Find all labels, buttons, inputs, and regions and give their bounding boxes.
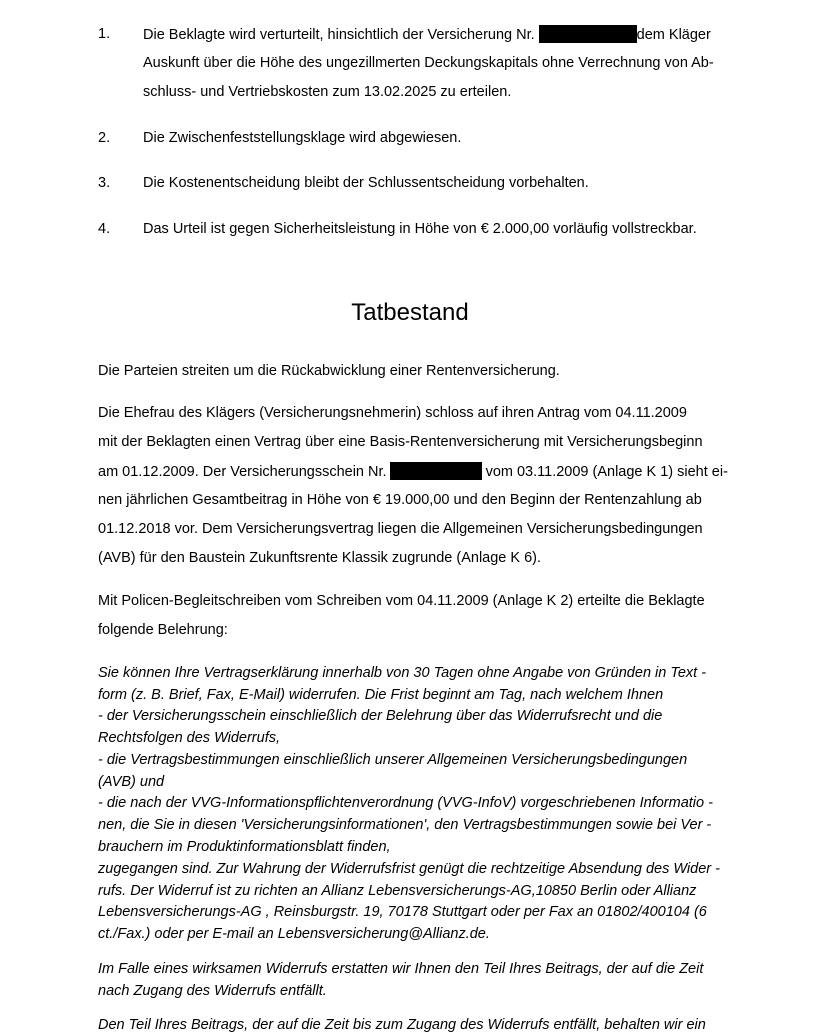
quote-line: Rechtsfolgen des Widerrufs, [98, 730, 281, 746]
quote-line: Den Teil Ihres Beitrags, der auf die Zeit bis zum Zugang des Widerrufs entfällt, behalten wir ein [98, 1017, 706, 1033]
paragraph-line: Die Parteien streiten um die Rückabwicklung einer Rentenversicherung. [98, 363, 560, 379]
paragraph-line: nen jährlichen Gesamtbeitrag in Höhe von € 19.000,00 und den Beginn der Rentenzahlung ab [98, 492, 702, 508]
redaction-bar [390, 462, 482, 480]
quote-line: ct./Fax.) oder per E-mail an Lebensversicherung@Allianz.de. [98, 926, 490, 942]
paragraph-line: 01.12.2018 vor. Dem Versicherungsvertrag liegen die Allgemeinen Versicherungsbedingungen [98, 521, 703, 537]
quote-line: nen, die Sie in diesen 'Versicherungsinformationen', den Vertragsbestimmungen sowie bei Ver - [98, 817, 712, 833]
tenor-number: 4. [98, 221, 111, 237]
tenor-line: Das Urteil ist gegen Sicherheitsleistung in Höhe von € 2.000,00 vorläufig vollstreckbar. [143, 221, 697, 237]
tenor-line: Die Zwischenfeststellungsklage wird abgewiesen. [143, 130, 462, 146]
quote-line: (AVB) und [98, 774, 165, 790]
paragraph-line: am 01.12.2009. Der Versicherungsschein Nr. vom 03.11.2009 (Anlage K 1) sieht ei- [98, 464, 728, 480]
redaction-bar [539, 25, 637, 43]
tenor-line: Auskunft über die Höhe des ungezillmerten Deckungskapitals ohne Verrechnung von Ab- [143, 55, 714, 71]
paragraph-line: Die Ehefrau des Klägers (Versicherungsnehmerin) schloss auf ihren Antrag vom 04.11.2009 [98, 405, 687, 421]
quote-line: nach Zugang des Widerrufs entfällt. [98, 983, 327, 999]
tenor-line: Die Beklagte wird verturteilt, hinsichtlich der Versicherung Nr. dem Kläger [143, 27, 711, 43]
paragraph-line: (AVB) für den Baustein Zukunftsrente Klassik zugrunde (Anlage K 6). [98, 550, 542, 566]
paragraph-line: folgende Belehrung: [98, 622, 228, 638]
tenor-line: Die Kostenentscheidung bleibt der Schlussentscheidung vorbehalten. [143, 175, 589, 191]
section-heading: Tatbestand [351, 299, 469, 326]
paragraph-line: mit der Beklagten einen Vertrag über eine Basis-Rentenversicherung mit Versicherungsbeginn [98, 434, 703, 450]
quote-line: zugegangen sind. Zur Wahrung der Widerrufsfrist genügt die rechtzeitige Absendung des Wider - [98, 861, 720, 877]
tenor-number: 1. [98, 26, 111, 42]
quote-line: - der Versicherungsschein einschließlich der Belehrung über das Widerrufsrecht und die [98, 708, 663, 724]
tenor-number: 3. [98, 175, 111, 191]
tenor-number: 2. [98, 130, 111, 146]
quote-line: Lebensversicherungs-AG , Reinsburgstr. 19, 70178 Stuttgart oder per Fax an 01802/400104 (6 [98, 904, 707, 920]
quote-line: - die nach der VVG-Informationspflichtenverordnung (VVG-InfoV) vorgeschriebenen Informatio - [98, 795, 713, 811]
quote-line: brauchern im Produktinformationsblatt finden, [98, 839, 391, 855]
quote-line: - die Vertragsbestimmungen einschließlich unserer Allgemeinen Versicherungsbedingungen [98, 752, 688, 768]
quote-line: form (z. B. Brief, Fax, E-Mail) widerrufen. Die Frist beginnt am Tag, nach welchem Ihnen [98, 687, 664, 703]
quote-line: Sie können Ihre Vertragserklärung innerhalb von 30 Tagen ohne Angabe von Gründen in Text - [98, 665, 707, 681]
quote-line: Im Falle eines wirksamen Widerrufs erstatten wir Ihnen den Teil Ihres Beitrags, der auf die Zeit [98, 961, 704, 977]
paragraph-line: Mit Policen-Begleitschreiben vom Schreiben vom 04.11.2009 (Anlage K 2) erteilte die Beklagte [98, 593, 705, 609]
quote-line: rufs. Der Widerruf ist zu richten an Allianz Lebensversicherungs-AG,10850 Berlin oder Allianz [98, 883, 697, 899]
tenor-line: schluss- und Vertriebskosten zum 13.02.2025 zu erteilen. [143, 84, 512, 100]
